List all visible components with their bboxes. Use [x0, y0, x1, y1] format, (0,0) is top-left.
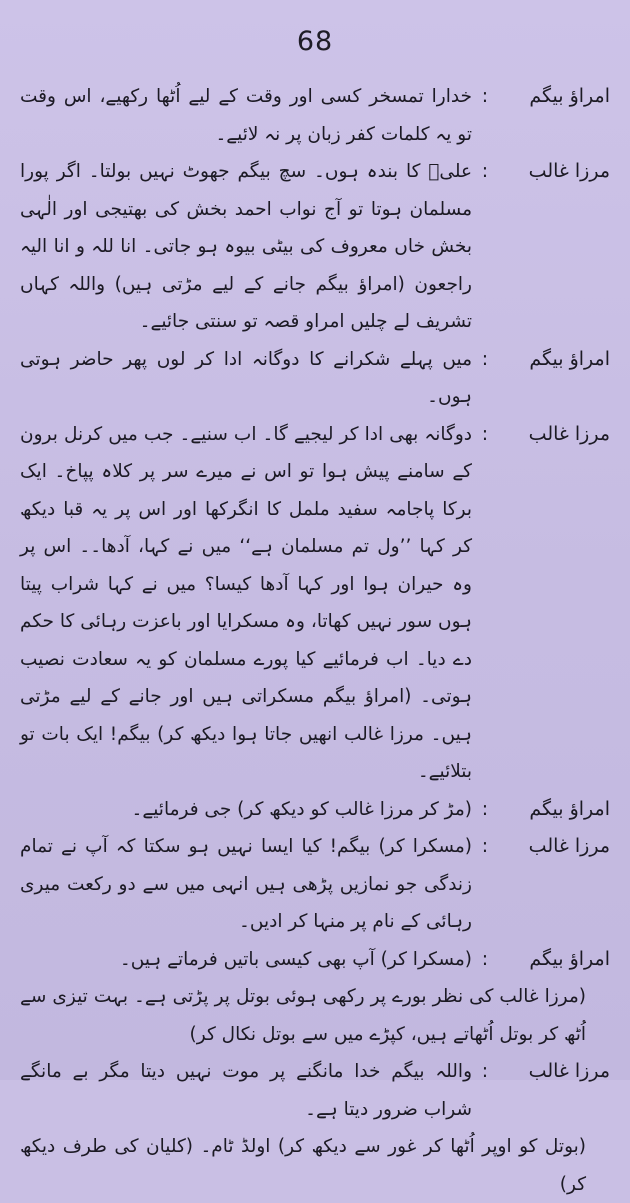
stage-direction: (بوتل کو اوپر اُٹھا کر غور سے دیکھ کر) اولڈ ٹام۔ (کلیان کی طرف دیکھ کر)	[20, 1136, 586, 1195]
dialogue-text: (مسکرا کر) آپ بھی کیسی باتیں فرماتے ہیں۔	[119, 948, 472, 970]
dialogue-block	[20, 341, 610, 416]
dialogue-block	[20, 828, 610, 941]
dialogue-block	[20, 941, 610, 979]
speaker-separator: :	[481, 422, 489, 445]
dialogue-block	[20, 791, 610, 829]
dialogue-block	[20, 1053, 610, 1128]
dialogue-text: (مسکرا کر) بیگم! کیا ایسا نہیں ہو سکتا کہ آپ نے تمام زندگی جو نمازیں پڑھی ہیں انہی میں سے دو رکعت میری رہائی کے نام پر منہا کر ادیں۔	[20, 836, 472, 932]
speaker-name: امراؤ بیگم	[529, 347, 610, 370]
speaker-name: امراؤ بیگم	[529, 947, 610, 970]
speaker-name: امراؤ بیگم	[529, 85, 610, 107]
dialogue-text: واللہ بیگم خدا مانگنے پر موت نہیں دیتا مگر بے مانگے شراب ضرور دیتا ہے۔	[20, 1061, 472, 1120]
speaker-separator: :	[481, 797, 489, 820]
dialogue-block	[20, 416, 610, 791]
speaker-name: مرزا غالب	[528, 1060, 610, 1082]
speaker-separator: :	[481, 85, 489, 107]
speaker-separator: :	[481, 947, 489, 970]
stage-direction: (مرزا غالب کی نظر بورے پر رکھی ہوئی بوتل پر پڑتی ہے۔ بہت تیزی سے اُٹھ کر بوتل اُٹھاتے ہیں، کپڑے میں سے بوتل نکال کر)	[20, 986, 586, 1045]
dialogue-block	[20, 153, 610, 341]
speaker-name: مرزا غالب	[528, 160, 610, 182]
dialogue-block	[20, 78, 610, 153]
dialogue-text: علیؑ کا بندہ ہوں۔ سچ بیگم جھوٹ نہیں بولتا۔ اگر پورا مسلمان ہوتا تو آج نواب احمد بخش کی بھتیجی اور الٰہی بخش خاں معروف کی بیٹی بیوہ ہو جاتی۔ انا للہ و انا الیہ راجعون (امراؤ بیگم جانے کے لیے مڑتی ہیں) واللہ کہاں تشریف لے چلیں امراو قصہ تو سنتی جائیے۔	[20, 161, 472, 332]
speaker-separator: :	[481, 835, 489, 857]
stage-direction-block	[20, 978, 610, 1053]
play-script-body	[20, 78, 610, 1203]
speaker-separator: :	[481, 160, 489, 182]
dialogue-text: خدارا تمسخر کسی اور وقت کے لیے اُٹھا رکھیے، اس وقت تو یہ کلمات کفر زبان پر نہ لائیے۔	[20, 86, 472, 145]
speaker-separator: :	[481, 1060, 489, 1082]
speaker-name: امراؤ بیگم	[529, 797, 610, 820]
dialogue-text: (مڑ کر مرزا غالب کو دیکھ کر) جی فرمائیے۔	[131, 798, 472, 820]
speaker-name: مرزا غالب	[528, 422, 610, 445]
dialogue-text: دوگانہ بھی ادا کر لیجیے گا۔ اب سنیے۔ جب میں کرنل برون کے سامنے پیش ہوا تو اس نے میرے سر پر کلاہ پپاخ۔ ایک برکا پاجامہ سفید ململ کا انگرکھا اور اس پر یہ قبا دیکھ کر کہا ’’ول تم مسلمان ہے‘‘ میں نے کہا، آدھا۔۔ اس پر وہ حیران ہوا اور کہا آدھا کیسا؟ میں نے کہا شراب پیتا ہوں سور نہیں کھاتا، وہ مسکرایا اور باعزت رہائی کا حکم دے دیا۔ اب فرمائیے کیا پورے مسلمان کو یہ سعادت نصیب ہوتی۔ (امراؤ بیگم مسکراتی ہیں اور جانے کے لیے مڑتی ہیں۔ مرزا غالب انھیں جاتا ہوا دیکھ کر) بیگم! ایک بات تو بتلائیے۔	[20, 423, 472, 782]
speaker-name: مرزا غالب	[528, 835, 610, 857]
stage-direction-block	[20, 1128, 610, 1203]
speaker-separator: :	[481, 347, 489, 370]
page-number: 68	[296, 26, 334, 57]
dialogue-text: میں پہلے شکرانے کا دوگانہ ادا کر لوں پھر حاضر ہوتی ہوں۔	[20, 348, 472, 407]
